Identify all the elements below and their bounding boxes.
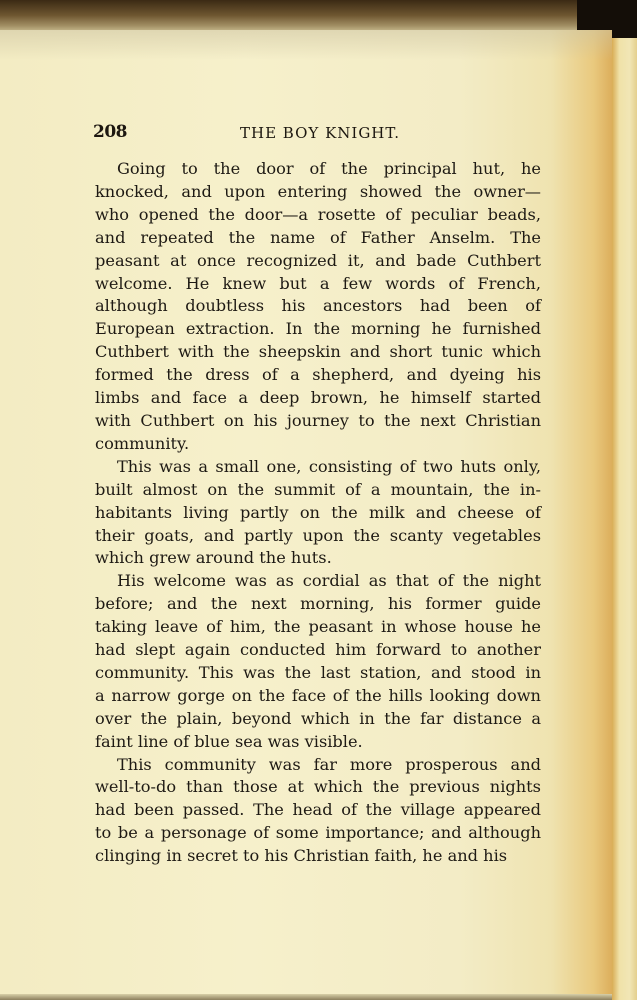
text-line: before; and the next morning, his former guide bbox=[95, 594, 541, 614]
text-line: Going to the door of the principal hut, he bbox=[117, 159, 541, 178]
text-line: This was a small one, consisting of two huts only, bbox=[117, 456, 541, 476]
text-line: formed the dress of a shepherd, and dyeing his bbox=[95, 365, 541, 385]
text-line: who opened the door—a rosette of peculiar beads, bbox=[95, 204, 541, 224]
page-bottom-edge bbox=[0, 994, 612, 1000]
text-line: which grew around the huts. bbox=[95, 548, 332, 568]
text-line: community. This was the last station, and stood in bbox=[95, 662, 541, 682]
text-line: and repeated the name of Father Anselm. The bbox=[95, 227, 541, 247]
page-shadow bbox=[0, 30, 612, 60]
paragraph bbox=[95, 570, 541, 753]
text-line: welcome. He knew but a few words of French, bbox=[95, 273, 541, 293]
body-text bbox=[95, 158, 541, 868]
text-line: This community was far more prosperous and bbox=[117, 754, 541, 774]
text-line: to be a personage of some importance; and although bbox=[95, 823, 541, 843]
paragraph bbox=[95, 456, 541, 571]
text-line: a narrow gorge on the face of the hills looking down bbox=[95, 685, 541, 705]
text-line: clinging in secret to his Christian faith, he and his bbox=[95, 846, 508, 866]
text-line: faint line of blue sea was visible. bbox=[95, 731, 363, 751]
text-line: over the plain, beyond which in the far distance a bbox=[95, 708, 541, 728]
running-title: THE BOY KNIGHT. bbox=[240, 124, 400, 142]
text-line: peasant at once recognized it, and bade Cuthbert bbox=[95, 250, 541, 270]
text-line: although doubtless his ancestors had been of bbox=[95, 296, 541, 316]
text-line: had slept again conducted him forward to another bbox=[95, 640, 541, 660]
text-line: Cuthbert with the sheepskin and short tunic which bbox=[95, 342, 541, 362]
text-line: limbs and face a deep brown, he himself started bbox=[95, 388, 541, 408]
text-line: well-to-do than those at which the previous nights bbox=[95, 777, 541, 797]
text-line: knocked, and upon entering showed the owner— bbox=[95, 181, 541, 201]
text-line: taking leave of him, the peasant in whose house he bbox=[95, 617, 541, 637]
book-top-edge bbox=[0, 0, 637, 34]
text-line: community. bbox=[95, 433, 190, 453]
text-line: their goats, and partly upon the scanty vegetables bbox=[95, 525, 541, 545]
text-line: His welcome was as cordial as that of the night bbox=[117, 571, 541, 591]
text-line: European extraction. In the morning he furnished bbox=[95, 319, 541, 339]
next-page-edge bbox=[612, 38, 637, 1000]
text-line: habitants living partly on the milk and cheese of bbox=[95, 502, 541, 522]
text-line: with Cuthbert on his journey to the next Christian bbox=[95, 410, 541, 430]
text-line: built almost on the summit of a mountain, the in- bbox=[95, 479, 541, 499]
paragraph bbox=[95, 158, 541, 456]
text-line: had been passed. The head of the village appeared bbox=[95, 800, 541, 820]
paragraph bbox=[95, 754, 541, 869]
page-number: 208 bbox=[93, 122, 127, 142]
